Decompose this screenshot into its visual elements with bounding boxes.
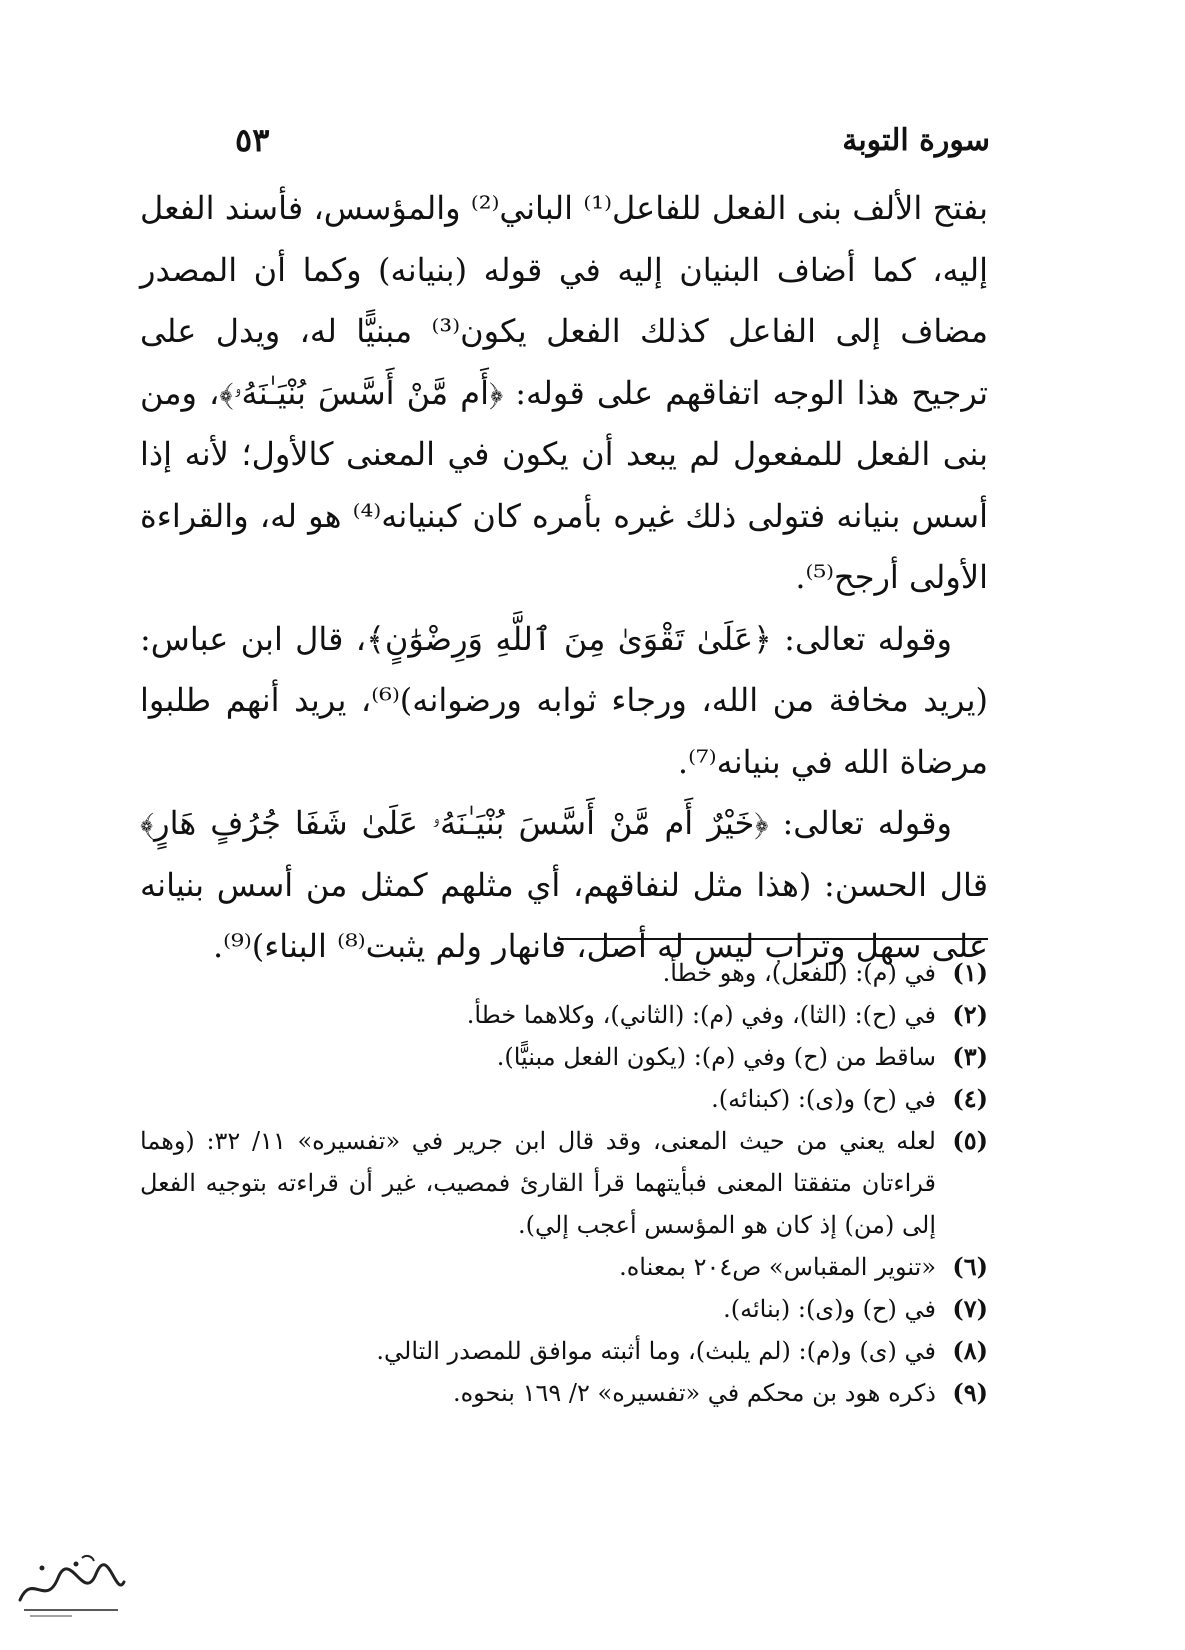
page-header xyxy=(235,115,990,165)
footnote xyxy=(140,1078,988,1120)
footnote-number: (٢) xyxy=(952,1000,988,1029)
footnote-number: (٣) xyxy=(952,1042,988,1071)
footnote-number: (١) xyxy=(952,958,988,987)
footnote xyxy=(140,994,988,1036)
footnote-text: في (ح) و(ى): (بنائه). xyxy=(723,1295,936,1323)
footnote-text: في (ح): (الثا)، وفي (م): (الثاني)، وكلاهما خطأ. xyxy=(466,1001,936,1029)
footnote-text: ساقط من (ح) وفي (م): (يكون الفعل مبنيًّا). xyxy=(496,1043,936,1071)
footnote-number: (٥) xyxy=(952,1126,988,1155)
surah-title: سورة التوبة xyxy=(842,122,990,158)
footnote-text: ذكره هود بن محكم في «تفسيره» ٢/ ١٦٩ بنحوه. xyxy=(452,1379,936,1407)
footnote-text: في (ح) و(ى): (كبنائه). xyxy=(711,1085,936,1113)
footnote-text: في (ى) و(م): (لم يلبث)، وما أثبته موافق للمصدر التالي. xyxy=(376,1337,936,1365)
footnotes xyxy=(140,952,988,1414)
paragraph: بفتح الألف بنى الفعل للفاعل⁽¹⁾ الباني⁽²⁾ والمؤسس، فأسند الفعل إليه، كما أضاف البنيان إليه في قوله (بنيانه) وكما أن المصدر مضاف إلى الفاعل كذلك الفعل يكون⁽³⁾ مبنيًّا له، ويدل على ترجيح هذا الوجه اتفاقهم على قوله: ﴿أَم مَّنْ أَسَّسَ بُنْيَـٰنَهُۥ﴾، ومن بنى الفعل للمفعول لم يبعد أن يكون في المعنى كالأول؛ لأنه إذا أسس بنيانه فتولى ذلك غيره بأمره كان كبنيانه⁽⁴⁾ هو له، والقراءة الأولى أرجح⁽⁵⁾. xyxy=(140,189,989,596)
publisher-logo xyxy=(12,1552,130,1622)
paragraph: وقوله تعالى: ﴿عَلَىٰ تَقْوَىٰ مِنَ ٱللَّهِ وَرِضْوَٰنٍ﴾، قال ابن عباس: (يريد مخافة من الله، ورجاء ثوابه ورضوانه)⁽⁶⁾، يريد أنهم طلبوا مرضاة الله في بنيانه⁽⁷⁾. xyxy=(140,619,989,781)
footnote xyxy=(140,1288,988,1330)
main-text xyxy=(140,178,988,978)
footnote xyxy=(140,1330,988,1372)
footnote xyxy=(140,952,988,994)
footnote-number: (٩) xyxy=(952,1378,988,1407)
footnote xyxy=(140,1036,988,1078)
footnote-text: لعله يعني من حيث المعنى، وقد قال ابن جرير في «تفسيره» ١١/ ٣٢: (وهما قراءتان متفقتا المعنى فبأيتهما قرأ القارئ فمصيب، غير أن قراءته بتوجيه الفعل إلى (من) إذ كان هو المؤسس أعجب إلي). xyxy=(140,1127,936,1239)
footnote-text: في (م): (للفعل)، وهو خطأ. xyxy=(662,959,936,987)
footnote-number: (٦) xyxy=(952,1252,988,1281)
footnote-text: «تنوير المقباس» ص٢٠٤ بمعناه. xyxy=(619,1253,936,1281)
footnote-number: (٧) xyxy=(952,1294,988,1323)
paragraph: وقوله تعالى: ﴿خَيْرٌ أَم مَّنْ أَسَّسَ بُنْيَـٰنَهُۥ عَلَىٰ شَفَا جُرُفٍ هَارٍ﴾ قال الحسن: (هذا مثل لنفاقهم، أي مثلهم كمثل من أسس بنيانه على سهل وتراب ليس له أصل، فانهار ولم يثبت⁽⁸⁾ البناء)⁽⁹⁾. xyxy=(140,804,988,965)
footnote-number: (٨) xyxy=(952,1336,988,1365)
footnote xyxy=(140,1372,988,1414)
footnote-number: (٤) xyxy=(952,1084,988,1113)
footnote xyxy=(140,1120,988,1246)
page-number: ٥٣ xyxy=(235,121,270,159)
footnote xyxy=(140,1246,988,1288)
footnote-divider xyxy=(558,938,988,940)
